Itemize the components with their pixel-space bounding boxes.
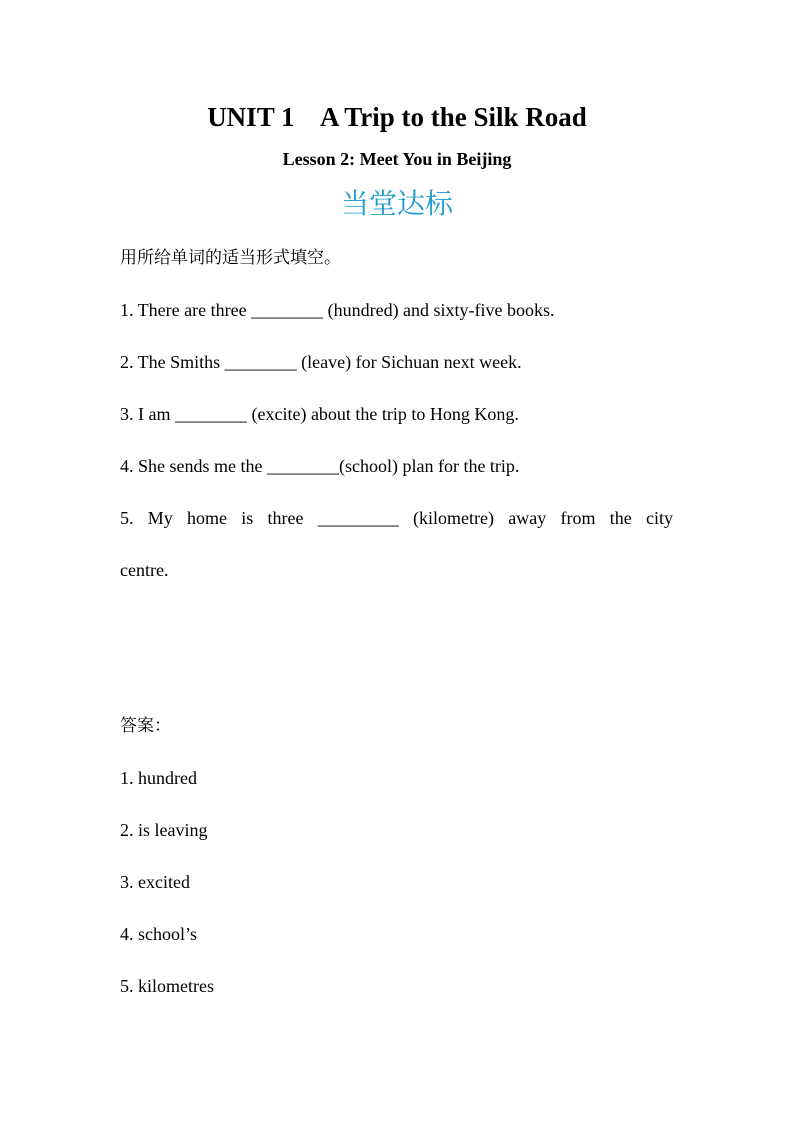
- answer-2: 2. is leaving: [120, 820, 208, 840]
- answer-1: 1. hundred: [120, 768, 197, 788]
- question-3: 3. I am ________ (excite) about the trip to Hong Kong.: [120, 404, 519, 424]
- question-5-word: city: [645, 508, 673, 528]
- answer-5: 5. kilometres: [120, 976, 214, 996]
- question-5-word: home: [187, 508, 228, 528]
- question-5-word: (kilometre): [413, 508, 494, 528]
- question-5-word: My: [147, 508, 173, 528]
- question-5-line-2: centre.: [120, 560, 169, 580]
- unit-title: UNIT 1 A Trip to the Silk Road: [207, 102, 587, 132]
- question-5-word: away: [508, 508, 547, 528]
- question-5-line-1: [120, 506, 673, 530]
- question-1: 1. There are three ________ (hundred) and sixty-five books.: [120, 300, 555, 320]
- question-5-word: 5.: [120, 508, 134, 528]
- question-5-word: is: [241, 508, 254, 528]
- answers-heading: 答案：: [120, 716, 171, 736]
- answer-4: 4. school’s: [120, 924, 198, 944]
- lesson-subtitle: Lesson 2: Meet You in Beijing: [282, 149, 512, 169]
- question-5-word: three: [267, 508, 304, 528]
- question-5-word: the: [609, 508, 632, 528]
- question-4: 4. She sends me the ________(school) plan for the trip.: [120, 456, 520, 476]
- answer-3: 3. excited: [120, 872, 190, 892]
- section-heading: 当堂达标: [340, 187, 453, 220]
- exercise-instruction: 用所给单词的适当形式填空。: [120, 248, 341, 268]
- question-5-blank: _________: [317, 508, 399, 528]
- question-2: 2. The Smiths ________ (leave) for Sichuan next week.: [120, 352, 522, 372]
- question-5-word: from: [560, 508, 596, 528]
